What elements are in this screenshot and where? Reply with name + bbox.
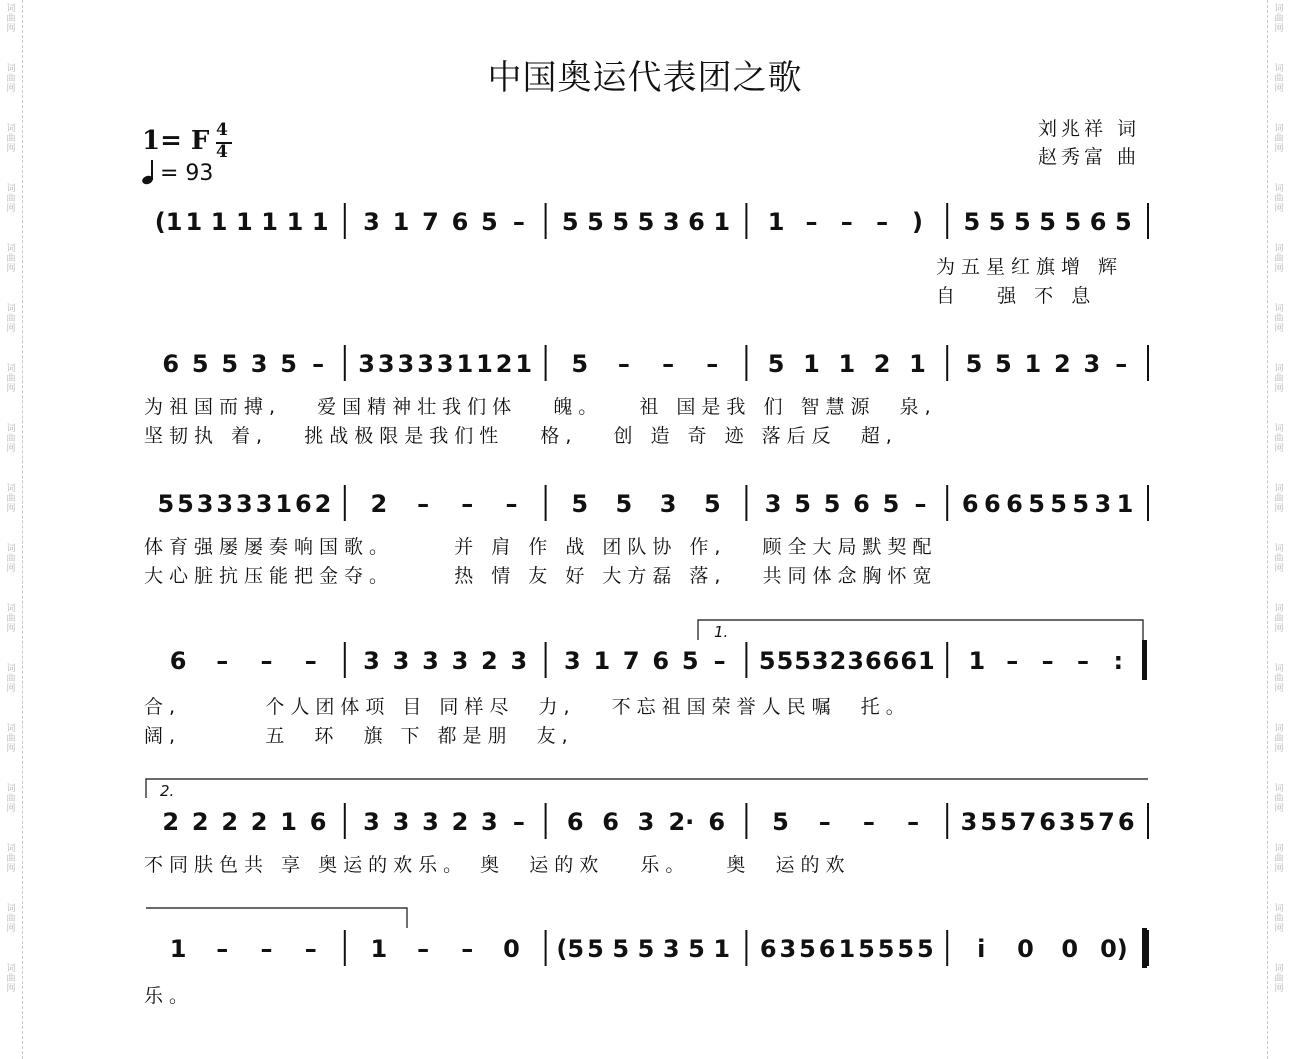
watermark-glyph-group: 词 曲 网 — [6, 724, 16, 754]
note-glyph: 1 — [918, 647, 935, 675]
note-glyph: 3 — [960, 808, 978, 836]
note-glyph: 5 — [1013, 208, 1031, 236]
note-glyph: 5 — [1078, 808, 1096, 836]
watermark-glyph-group: 词 曲 网 — [1274, 4, 1284, 34]
note-glyph: – — [461, 935, 474, 963]
note-glyph: 1 — [236, 208, 253, 236]
note-glyph: 7 — [1019, 808, 1037, 836]
watermark-glyph-group: 词 曲 网 — [1274, 664, 1284, 694]
note-glyph: 3 — [250, 350, 268, 378]
note-glyph: – — [1006, 647, 1019, 675]
lyricist-credit: 刘兆祥 词 — [1038, 118, 1141, 140]
note-glyph: – — [304, 647, 317, 675]
note-glyph: 3 — [662, 208, 680, 236]
note-glyph: 0 — [1061, 935, 1079, 963]
note-glyph: – — [216, 935, 229, 963]
note-glyph: 5 — [767, 350, 785, 378]
volta-bracket-first — [698, 620, 1143, 640]
note-glyph: 6 — [309, 808, 327, 836]
time-signature-bottom: 4 — [216, 142, 228, 162]
note-glyph: – — [840, 208, 853, 236]
song-title: 中国奥运代表团之歌 — [487, 58, 803, 98]
note-glyph: 3 — [422, 647, 439, 675]
note-glyph: 3 — [1083, 350, 1101, 378]
note-glyph: 3 — [417, 350, 434, 378]
note-glyph: 5 — [191, 350, 209, 378]
note-glyph: 1 — [713, 208, 731, 236]
note-glyph: 3 — [363, 208, 380, 236]
watermark-glyph-group: 词 曲 网 — [1274, 364, 1284, 394]
note-glyph: 5 — [612, 935, 630, 963]
watermark-glyph-group: 词 曲 网 — [6, 124, 16, 154]
note-glyph: – — [876, 208, 889, 236]
lyric-line-1-verse-1: 为五星红旗增 辉 — [936, 256, 1124, 278]
note-glyph: ) — [912, 208, 924, 236]
note-glyph: 5 — [1050, 490, 1068, 518]
note-glyph: 3 — [216, 490, 234, 518]
note-glyph: – — [260, 647, 273, 675]
note-glyph: 6 — [983, 490, 1001, 518]
note-glyph: (5 — [556, 935, 585, 963]
note-glyph: 3 — [358, 350, 375, 378]
note-glyph: 6 — [294, 490, 312, 518]
note-glyph: 5 — [280, 350, 297, 378]
note-glyph: 3 — [255, 490, 273, 518]
watermark-glyph-group: 词 曲 网 — [1274, 64, 1284, 94]
note-glyph: 3 — [392, 647, 410, 675]
note-glyph: 5 — [999, 808, 1017, 836]
note-glyph: 5 — [612, 208, 630, 236]
note-glyph: 2 — [221, 808, 239, 836]
note-glyph: 1 — [767, 208, 785, 236]
note-glyph: – — [907, 808, 920, 836]
note-glyph: 5 — [1028, 490, 1045, 518]
note-glyph: 1 — [593, 647, 611, 675]
note-glyph: 3 — [779, 935, 797, 963]
note-glyph: 5 — [681, 647, 699, 675]
watermark-glyph-group: 词 曲 网 — [6, 304, 16, 334]
note-glyph: – — [216, 647, 229, 675]
note-glyph: 6 — [169, 647, 187, 675]
note-glyph: – — [417, 490, 430, 518]
note-glyph: – — [1076, 647, 1089, 675]
volta-label-second: 2. — [160, 782, 175, 800]
lyric-line-2-verse-2: 坚韧执 着, 挑战极限是我们性 格, 创 造 奇 迹 落后反 超, — [144, 425, 898, 447]
note-glyph: 5 — [481, 208, 498, 236]
note-glyph: 0 — [1017, 935, 1034, 963]
note-glyph: (1 — [154, 208, 183, 236]
note-glyph: 3 — [397, 350, 415, 378]
note-glyph: 5 — [703, 490, 721, 518]
lyric-line-1-verse-2: 自 强 不 息 — [936, 285, 1097, 307]
lyric-line-3-verse-1: 体育强屡屡奏响国歌。 并 肩 作 战 团队协 作, 顾全大局默契配 — [144, 536, 938, 558]
note-glyph: 1 — [838, 350, 856, 378]
watermark-glyph-group: 词 曲 网 — [6, 64, 16, 94]
note-glyph: 5 — [897, 935, 915, 963]
lyric-line-4-verse-1: 合, 个人团体项 目 同样尽 力, 不忘祖国荣誉人民嘱 托。 — [144, 696, 911, 718]
note-glyph: 1 — [803, 350, 820, 378]
note-glyph: 6 — [451, 208, 469, 236]
note-glyph: 6 — [652, 647, 670, 675]
note-glyph: 3 — [563, 647, 581, 675]
note-glyph: 1 — [456, 350, 474, 378]
watermark-glyph-group: 词 曲 网 — [6, 664, 16, 694]
note-glyph: 6 — [566, 808, 584, 836]
note-glyph: – — [505, 490, 518, 518]
note-glyph: 1 — [169, 935, 187, 963]
note-glyph: 5 — [1072, 490, 1090, 518]
watermark-glyph-group: 词 曲 网 — [1274, 844, 1284, 874]
note-glyph: 3 — [659, 490, 677, 518]
note-glyph: 5 — [823, 490, 841, 518]
note-glyph: 5 — [877, 935, 895, 963]
watermark-glyph-group: 词 曲 网 — [1274, 124, 1284, 154]
note-glyph: 1 — [909, 350, 926, 378]
note-glyph: 5 — [776, 647, 794, 675]
watermark-glyph-group: 词 曲 网 — [1274, 964, 1284, 994]
note-glyph: 3 — [436, 350, 454, 378]
note-glyph: 3 — [510, 647, 528, 675]
note-glyph: 6 — [961, 490, 979, 518]
note-glyph: 3 — [481, 808, 498, 836]
note-glyph: 5 — [799, 935, 816, 963]
note-glyph: 5 — [637, 208, 655, 236]
note-glyph: – — [662, 350, 675, 378]
note-glyph: 1 — [261, 208, 279, 236]
note-glyph: 7 — [1098, 808, 1115, 836]
watermark-glyph-group: 词 曲 网 — [1274, 184, 1284, 214]
watermark-glyph-group: 词 曲 网 — [6, 484, 16, 514]
note-glyph: – — [304, 935, 317, 963]
note-glyph: 5 — [221, 350, 239, 378]
note-glyph: 3 — [451, 647, 469, 675]
note-glyph: 5 — [758, 647, 776, 675]
note-glyph: 5 — [980, 808, 998, 836]
note-glyph: – — [1115, 350, 1128, 378]
note-glyph: 0) — [1100, 935, 1128, 963]
note-glyph: 6 — [882, 647, 900, 675]
note-glyph: 1 — [185, 208, 203, 236]
note-glyph: 2 — [191, 808, 209, 836]
watermark-glyph-group: 词 曲 网 — [1274, 724, 1284, 754]
note-glyph: 6 — [162, 350, 180, 378]
watermark-glyph-group: 词 曲 网 — [6, 904, 16, 934]
note-glyph: 6 — [688, 208, 705, 236]
note-glyph: 5 — [157, 490, 175, 518]
note-glyph: 3 — [422, 808, 439, 836]
watermark-glyph-group: 词 曲 网 — [1274, 484, 1284, 514]
note-glyph: 2 — [1053, 350, 1071, 378]
note-glyph: – — [461, 490, 474, 518]
note-glyph: 1 — [210, 208, 228, 236]
note-glyph: 5 — [1039, 208, 1056, 236]
watermark-glyph-group: 词 曲 网 — [6, 244, 16, 274]
note-glyph: – — [617, 350, 630, 378]
note-glyph: – — [713, 647, 726, 675]
note-glyph: 5 — [963, 208, 981, 236]
note-glyph: 6 — [1117, 808, 1135, 836]
note-glyph: 2 — [873, 350, 891, 378]
note-glyph: 3 — [1094, 490, 1112, 518]
note-glyph: 5 — [587, 935, 604, 963]
watermark-glyph-group: 词 曲 网 — [1274, 424, 1284, 454]
note-glyph: 1 — [476, 350, 493, 378]
note-glyph: – — [512, 208, 525, 236]
note-glyph: 5 — [965, 350, 983, 378]
watermark-glyph-group: 词 曲 网 — [1274, 604, 1284, 634]
note-glyph: 5 — [587, 208, 604, 236]
note-glyph: 5 — [177, 490, 194, 518]
note-glyph: 3 — [811, 647, 829, 675]
tempo-value: = 93 — [160, 161, 214, 186]
note-glyph: : — [1113, 647, 1124, 675]
note-glyph: 6 — [708, 808, 726, 836]
note-glyph: 1 — [392, 208, 410, 236]
note-glyph: 1 — [838, 935, 856, 963]
note-glyph: 2· — [668, 808, 695, 836]
watermark-glyph-group: 词 曲 网 — [6, 4, 16, 34]
note-glyph: 1 — [515, 350, 533, 378]
note-glyph: 6 — [602, 808, 619, 836]
final-barline — [1142, 928, 1147, 968]
watermark-glyph-group: 词 曲 网 — [1274, 244, 1284, 274]
lyric-line-4-verse-2: 阔, 五 环 旗 下 都是朋 友, — [144, 725, 574, 747]
note-glyph: 3 — [363, 808, 380, 836]
note-glyph: 5 — [1115, 208, 1132, 236]
note-glyph: 7 — [622, 647, 640, 675]
watermark-glyph-group: 词 曲 网 — [6, 184, 16, 214]
note-glyph: 2 — [451, 808, 469, 836]
note-glyph: 6 — [818, 935, 836, 963]
note-glyph: 3 — [392, 808, 410, 836]
note-glyph: 5 — [988, 208, 1006, 236]
volta-bracket-end — [146, 908, 407, 928]
note-glyph: 2 — [250, 808, 268, 836]
watermark-glyph-group: 词 曲 网 — [6, 364, 16, 394]
note-glyph: 2 — [314, 490, 332, 518]
note-glyph: 5 — [917, 935, 934, 963]
final-barline — [1142, 640, 1147, 680]
note-glyph: 5 — [637, 935, 655, 963]
note-glyph: 5 — [995, 350, 1012, 378]
composer-credit: 赵秀富 曲 — [1038, 146, 1141, 168]
note-glyph: 5 — [882, 490, 900, 518]
note-glyph: 0 — [503, 935, 520, 963]
note-glyph: – — [914, 490, 927, 518]
note-glyph: 3 — [847, 647, 864, 675]
note-glyph: 6 — [1089, 208, 1107, 236]
note-glyph: – — [862, 808, 875, 836]
note-glyph: 1 — [370, 935, 388, 963]
note-glyph: – — [805, 208, 818, 236]
note-glyph: 6 — [900, 647, 918, 675]
note-glyph: 2 — [495, 350, 513, 378]
note-glyph: 2 — [481, 647, 498, 675]
volta-label-first: 1. — [714, 623, 729, 641]
note-glyph: 3 — [236, 490, 253, 518]
note-glyph: 6 — [759, 935, 777, 963]
note-glyph: 5 — [571, 490, 589, 518]
note-glyph: 6 — [853, 490, 870, 518]
note-glyph: 1 — [1116, 490, 1134, 518]
note-glyph: 3 — [363, 647, 380, 675]
note-glyph: 5 — [1064, 208, 1082, 236]
note-glyph: 2 — [162, 808, 180, 836]
note-glyph: 5 — [571, 350, 589, 378]
watermark-glyph-group: 词 曲 网 — [1274, 544, 1284, 574]
note-glyph: 1 — [1024, 350, 1042, 378]
note-glyph: 1 — [713, 935, 731, 963]
note-glyph: 2 — [370, 490, 388, 518]
volta-bracket-second — [146, 779, 1148, 798]
watermark-glyph-group: 词 曲 网 — [6, 844, 16, 874]
note-glyph: 5 — [615, 490, 633, 518]
note-glyph: 3 — [196, 490, 214, 518]
watermark-glyph-group: 词 曲 网 — [6, 544, 16, 574]
note-glyph: 5 — [794, 490, 811, 518]
watermark-glyph-group: 词 曲 网 — [6, 964, 16, 994]
watermark-glyph-group: 词 曲 网 — [6, 784, 16, 814]
note-glyph: 7 — [422, 208, 439, 236]
note-glyph: 6 — [1039, 808, 1056, 836]
note-glyph: 3 — [1058, 808, 1076, 836]
note-glyph: 1 — [275, 490, 293, 518]
note-glyph: 1 — [286, 208, 304, 236]
note-glyph: 5 — [688, 935, 705, 963]
note-glyph: – — [417, 935, 430, 963]
note-glyph: 5 — [794, 647, 811, 675]
lyric-line-5: 不同肤色共 享 奥运的欢乐。 奥 运的欢 乐。 奥 运的欢 — [144, 854, 851, 876]
note-glyph: – — [706, 350, 719, 378]
note-glyph: 1 — [311, 208, 329, 236]
time-signature-top: 4 — [216, 120, 228, 140]
note-glyph: – — [818, 808, 831, 836]
note-glyph: 6 — [1006, 490, 1023, 518]
note-glyph: i — [977, 935, 986, 963]
note-glyph: – — [312, 350, 325, 378]
note-glyph: 3 — [377, 350, 395, 378]
note-glyph: 1 — [280, 808, 297, 836]
note-glyph: – — [512, 808, 525, 836]
note-glyph: 2 — [829, 647, 847, 675]
note-glyph: 3 — [662, 935, 680, 963]
watermark-glyph-group: 词 曲 网 — [1274, 304, 1284, 334]
watermark-glyph-group: 词 曲 网 — [1274, 784, 1284, 814]
lyric-line-3-verse-2: 大心脏抗压能把金夺。 热 情 友 好 大方磊 落, 共同体念胸怀宽 — [144, 565, 938, 587]
note-glyph: 5 — [858, 935, 875, 963]
note-glyph: 6 — [864, 647, 882, 675]
note-glyph: 3 — [764, 490, 782, 518]
note-glyph: 5 — [561, 208, 579, 236]
note-glyph: 1 — [968, 647, 986, 675]
lyric-line-6: 乐。 — [144, 985, 195, 1007]
watermark-glyph-group: 词 曲 网 — [1274, 904, 1284, 934]
watermark-glyph-group: 词 曲 网 — [6, 604, 16, 634]
key-signature: 1= F — [142, 126, 210, 156]
lyric-line-2-verse-1: 为祖国而搏, 爱国精神壮我们体 魄。 祖 国是我 们 智慧源 泉, — [144, 396, 937, 418]
note-glyph: – — [260, 935, 273, 963]
note-glyph: – — [1041, 647, 1054, 675]
note-glyph: 3 — [637, 808, 655, 836]
watermark-glyph-group: 词 曲 网 — [6, 424, 16, 454]
note-glyph: 5 — [772, 808, 789, 836]
